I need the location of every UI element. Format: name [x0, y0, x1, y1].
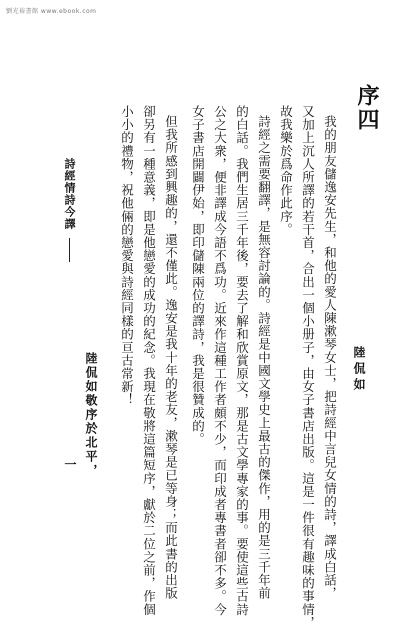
running-title: 詩經情詩今譯: [63, 158, 76, 230]
watermark: 劉光裕書館 www.ebook.com: [6, 8, 97, 15]
page-title: 序四: [354, 84, 380, 132]
page-number: 一: [63, 458, 77, 470]
paragraph-line: 公之大衆，便非譯成今語不爲功。近來作這種工作者頗不少，而印成者專書者卻不多。今: [212, 105, 228, 616]
paragraph-line: 但我所感到興趣的，還不僅此。逸安是我十年的老友，漱琴是已等身；而此書的出版: [163, 115, 179, 600]
signoff: 陸侃如敬序於北平，: [84, 352, 98, 478]
paragraph-line: 卻另有一種意義，即是他戀愛的成功的紀念。我現在敬將這篇短序，獻於二位之前，作個: [141, 105, 157, 616]
paragraph-line: 我的朋友儲逸安先生，和他的愛人陳漱琴女士，把詩經中言兒女情的詩，譯成白話，: [322, 115, 338, 600]
running-title-rule: [69, 238, 70, 262]
paragraph-line: 故我樂於爲命作此序。: [278, 105, 294, 236]
paragraph-line: 小小的禮物，祝他倆的戀愛與詩經同樣的亘古常新！: [119, 105, 135, 407]
paragraph-line: 女子書店開闢伊始，即印儲陳兩位的譯詩，我是很贊成的。: [190, 105, 206, 446]
paragraph-line: 又加上沉人所譯的若干首，合出一個小册子，由女子書店出版。這是一件很有趣味的事情，: [300, 105, 316, 629]
paragraph-line: 的白話。我們生居三千年後，要去了解和欣賞原文，那是古文學專家的事。要使這些古詩: [234, 105, 250, 616]
paragraph-line: 詩經之需要翻譯，是無容討論的。詩經是中國文學史上最古的傑作，用的是三千年前: [256, 115, 272, 600]
author-name: 陸侃如: [352, 346, 366, 394]
